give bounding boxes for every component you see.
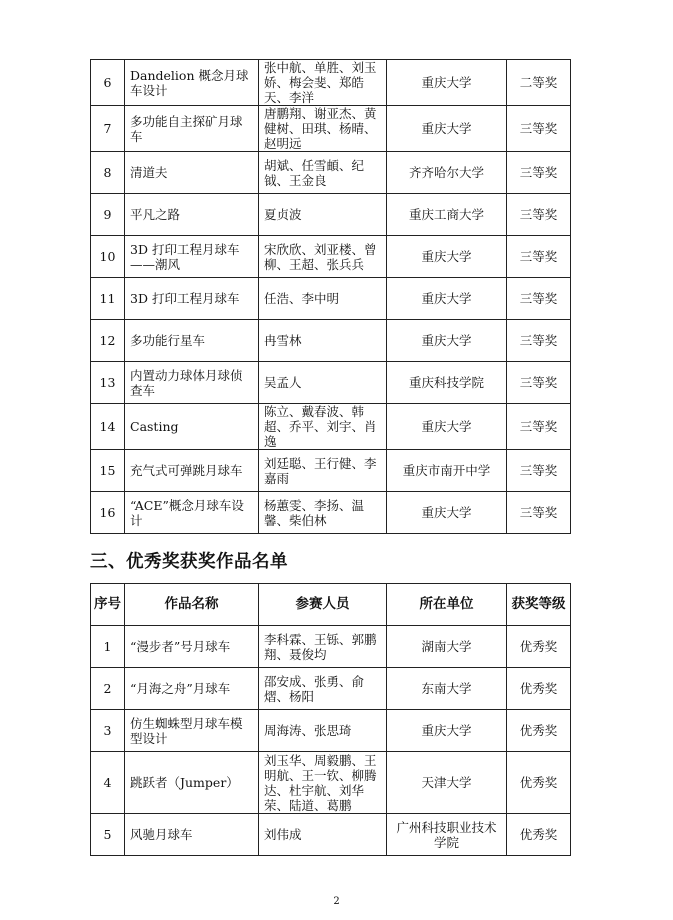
table-row (91, 710, 571, 752)
page-number: 2 (333, 896, 340, 907)
work-name-cell: 多功能行星车 (125, 320, 259, 362)
work-name-cell: Dandelion 概念月球车设计 (125, 60, 259, 106)
table-row (91, 236, 571, 278)
members-cell: 宋欣欣、刘亚楼、曾柳、王超、张兵兵 (259, 236, 387, 278)
table-row (91, 668, 571, 710)
row-number-cell: 6 (91, 60, 125, 106)
work-name-cell: 多功能自主探矿月球车 (125, 106, 259, 152)
award-level-cell: 三等奖 (507, 492, 571, 534)
work-name-cell: “ACE”概念月球车设计 (125, 492, 259, 534)
unit-cell: 重庆大学 (387, 236, 507, 278)
table-row (91, 362, 571, 404)
header-unit: 所在单位 (387, 584, 507, 626)
work-name-cell: 内置动力球体月球侦查车 (125, 362, 259, 404)
row-number-cell: 1 (91, 626, 125, 668)
row-number-cell: 2 (91, 668, 125, 710)
unit-cell: 重庆大学 (387, 320, 507, 362)
award-level-cell: 三等奖 (507, 194, 571, 236)
members-cell: 刘廷聪、王行健、李嘉雨 (259, 450, 387, 492)
members-cell: 吴孟人 (259, 362, 387, 404)
members-cell: 夏贞波 (259, 194, 387, 236)
unit-cell: 东南大学 (387, 668, 507, 710)
unit-cell: 重庆大学 (387, 492, 507, 534)
award-level-cell: 优秀奖 (507, 814, 571, 856)
header-no: 序号 (91, 584, 125, 626)
table-row (91, 626, 571, 668)
members-cell: 任浩、李中明 (259, 278, 387, 320)
table-row (91, 278, 571, 320)
award-level-cell: 优秀奖 (507, 752, 571, 814)
row-number-cell: 13 (91, 362, 125, 404)
work-name-cell: 跳跃者（Jumper） (125, 752, 259, 814)
unit-cell: 重庆市南开中学 (387, 450, 507, 492)
members-cell: 陈立、戴春波、韩超、乔平、刘宇、肖逸 (259, 404, 387, 450)
row-number-cell: 3 (91, 710, 125, 752)
award-level-cell: 三等奖 (507, 320, 571, 362)
members-cell: 张中航、单胜、刘玉娇、梅会斐、郑皓天、李洋 (259, 60, 387, 106)
work-name-cell: 3D 打印工程月球车——潮风 (125, 236, 259, 278)
excellence-award-table (90, 583, 571, 856)
members-cell: 李科霖、王铄、郭鹏翔、聂俊均 (259, 626, 387, 668)
unit-cell: 重庆科技学院 (387, 362, 507, 404)
award-level-cell: 三等奖 (507, 362, 571, 404)
row-number-cell: 5 (91, 814, 125, 856)
members-cell: 胡斌、任雪頔、纪钺、王金良 (259, 152, 387, 194)
header-members: 参赛人员 (259, 584, 387, 626)
row-number-cell: 9 (91, 194, 125, 236)
unit-cell: 重庆工商大学 (387, 194, 507, 236)
work-name-cell: “月海之舟”月球车 (125, 668, 259, 710)
row-number-cell: 11 (91, 278, 125, 320)
award-level-cell: 三等奖 (507, 278, 571, 320)
table-row (91, 106, 571, 152)
unit-cell: 重庆大学 (387, 106, 507, 152)
work-name-cell: 充气式可弹跳月球车 (125, 450, 259, 492)
award-table-continued (90, 59, 571, 534)
award-level-cell: 三等奖 (507, 106, 571, 152)
table-header-row (91, 584, 571, 626)
members-cell: 刘伟成 (259, 814, 387, 856)
table-row (91, 152, 571, 194)
row-number-cell: 14 (91, 404, 125, 450)
row-number-cell: 8 (91, 152, 125, 194)
unit-cell: 齐齐哈尔大学 (387, 152, 507, 194)
table-row (91, 814, 571, 856)
row-number-cell: 4 (91, 752, 125, 814)
award-level-cell: 三等奖 (507, 450, 571, 492)
unit-cell: 湖南大学 (387, 626, 507, 668)
header-award: 获奖等级 (507, 584, 571, 626)
award-level-cell: 优秀奖 (507, 626, 571, 668)
row-number-cell: 7 (91, 106, 125, 152)
members-cell: 刘玉华、周毅鹏、王明航、王一钦、柳腾达、杜宇航、刘华荣、陆道、葛鹏 (259, 752, 387, 814)
table-row (91, 60, 571, 106)
unit-cell: 重庆大学 (387, 404, 507, 450)
table-row (91, 450, 571, 492)
work-name-cell: “漫步者”号月球车 (125, 626, 259, 668)
members-cell: 唐鹏翔、谢亚杰、黄健树、田琪、杨晴、赵明远 (259, 106, 387, 152)
members-cell: 杨蕙雯、李扬、温馨、柴伯林 (259, 492, 387, 534)
table-row (91, 320, 571, 362)
unit-cell: 重庆大学 (387, 60, 507, 106)
section-heading: 三、优秀奖获奖作品名单 (90, 552, 288, 572)
award-level-cell: 三等奖 (507, 404, 571, 450)
table-row (91, 752, 571, 814)
table-row (91, 194, 571, 236)
work-name-cell: 清道夫 (125, 152, 259, 194)
work-name-cell: 平凡之路 (125, 194, 259, 236)
row-number-cell: 10 (91, 236, 125, 278)
unit-cell: 重庆大学 (387, 278, 507, 320)
work-name-cell: Casting (125, 404, 259, 450)
award-level-cell: 优秀奖 (507, 668, 571, 710)
unit-cell: 天津大学 (387, 752, 507, 814)
work-name-cell: 3D 打印工程月球车 (125, 278, 259, 320)
members-cell: 邵安成、张勇、俞熠、杨阳 (259, 668, 387, 710)
award-level-cell: 二等奖 (507, 60, 571, 106)
unit-cell: 广州科技职业技术学院 (387, 814, 507, 856)
award-level-cell: 三等奖 (507, 152, 571, 194)
header-work-name: 作品名称 (125, 584, 259, 626)
members-cell: 冉雪林 (259, 320, 387, 362)
row-number-cell: 16 (91, 492, 125, 534)
row-number-cell: 15 (91, 450, 125, 492)
award-level-cell: 优秀奖 (507, 710, 571, 752)
row-number-cell: 12 (91, 320, 125, 362)
members-cell: 周海涛、张思琦 (259, 710, 387, 752)
work-name-cell: 风驰月球车 (125, 814, 259, 856)
work-name-cell: 仿生蜘蛛型月球车模型设计 (125, 710, 259, 752)
table-row (91, 404, 571, 450)
table-row (91, 492, 571, 534)
unit-cell: 重庆大学 (387, 710, 507, 752)
award-level-cell: 三等奖 (507, 236, 571, 278)
